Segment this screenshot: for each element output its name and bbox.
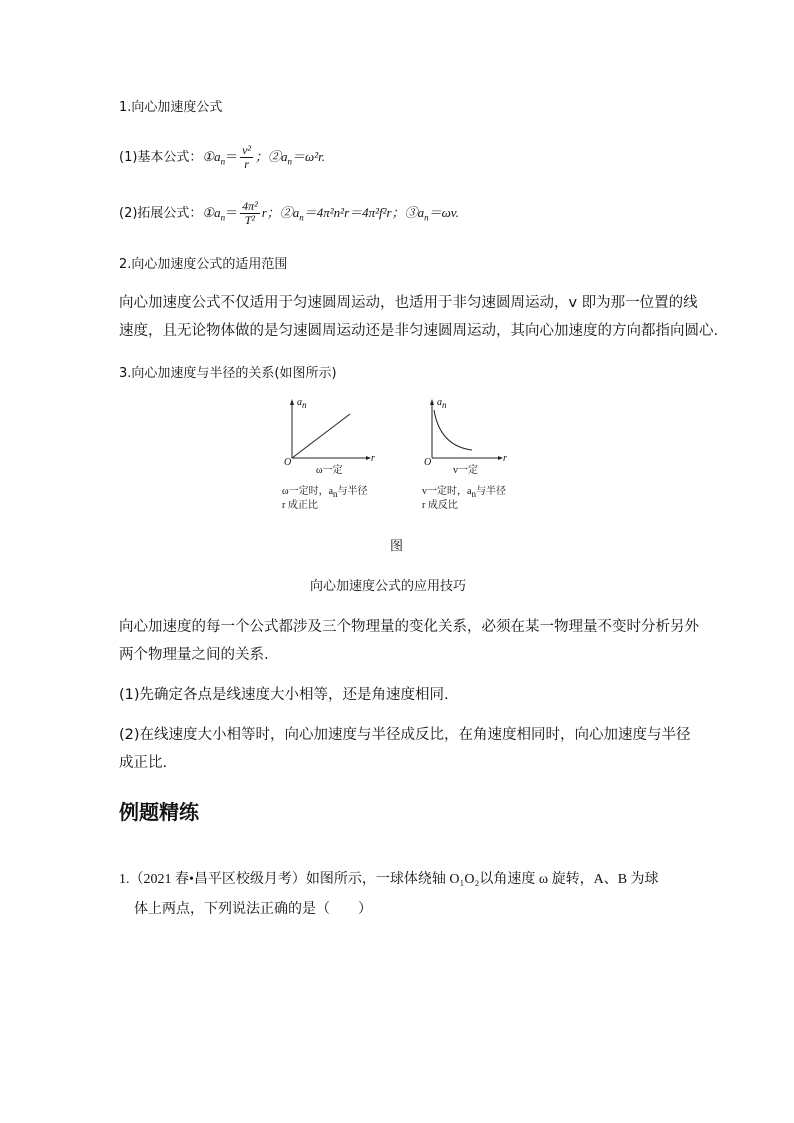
examples-heading: 例题精练: [119, 800, 199, 824]
extended-formula-label: (2)拓展公式：: [119, 206, 203, 221]
x-axis-label: r: [371, 453, 375, 464]
origin-label: O: [284, 457, 292, 468]
caption-line1: ω一定时，$a_n$与半径: [282, 486, 368, 499]
y-axis-arrow: [430, 399, 434, 405]
section-1-title: 1.向心加速度公式: [119, 100, 223, 115]
question-1-line1: 1.（2021 春•昌平区校级月考）如图所示，一球体绕轴 O₁O₂以角速度 ω 旋转，A、B 为球: [119, 872, 659, 887]
formula-an-1: $①a_n$: [202, 149, 226, 167]
figure-inverse: [420, 396, 520, 512]
section-2-para-line2: 速度，且无论物体做的是匀速圆周运动还是非匀速圆周运动，其向心加速度的方向都指向圆心.: [119, 323, 719, 339]
figure-label: 图: [390, 539, 404, 554]
fraction-v2-over-r: $\frac{\text{v²}}{r}$: [242, 143, 252, 171]
caption-line2: r 成正比: [282, 500, 318, 511]
y-axis-arrow: [290, 399, 294, 405]
tips-item-1: (1)先确定各点是线速度大小相等，还是角速度相同.: [119, 687, 449, 703]
y-axis-label: $a_n$: [297, 397, 307, 410]
proportional-line: [292, 414, 350, 458]
section-2-para-line1: 向心加速度公式不仅适用于匀速圆周运动，也适用于非匀速圆周运动，v 即为那一位置的线: [119, 295, 698, 311]
equals-sign: ＝: [225, 150, 239, 165]
question-1-line2: 体上两点，下列说法正确的是（ ）: [134, 902, 372, 917]
tips-title: 向心加速度公式的应用技巧: [310, 579, 467, 594]
x-axis-label: r: [503, 453, 507, 464]
formula-an-ext-rest: r；$②a_n=4\pi^2n^2r=4\pi^2f^2r$；$③a_n=\omega v$.: [261, 205, 459, 223]
tips-item-2-line2: 成正比.: [119, 755, 168, 771]
caption-line1: v一定时，$a_n$与半径: [422, 486, 506, 499]
extended-formula-line: [119, 196, 459, 235]
origin-label: O: [424, 457, 432, 468]
section-3-title: 3.向心加速度与半径的关系(如图所示): [119, 366, 337, 381]
section-2-title: 2.向心加速度公式的适用范围: [119, 257, 288, 272]
inverse-curve: [434, 410, 472, 450]
tips-item-2-line1: (2)在线速度大小相等时，向心加速度与半径成反比，在角速度相同时，向心加速度与半径: [119, 727, 691, 743]
basic-formula-label: (1)基本公式：: [119, 150, 203, 165]
y-axis-label: $a_n$: [437, 397, 447, 410]
equals-sign: ＝: [225, 206, 239, 221]
fraction-4pi2-over-T2: $\frac{\text{4π²}}{\text{T²}}$: [242, 199, 258, 227]
axis-condition-label: ω一定: [316, 465, 343, 476]
formula-an-ext-1: $①a_n$: [202, 205, 226, 223]
axis-condition-label: v一定: [453, 465, 478, 476]
caption-line2: r 成反比: [422, 500, 458, 511]
basic-formula-line: [119, 140, 325, 179]
formula-an-2: ；$②a_n=\omega^2r$.: [255, 149, 325, 167]
tips-para-line1: 向心加速度的每一个公式都涉及三个物理量的变化关系，必须在某一物理量不变时分析另外: [119, 619, 699, 635]
tips-para-line2: 两个物理量之间的关系.: [119, 647, 269, 663]
figure-proportional: [280, 396, 380, 512]
